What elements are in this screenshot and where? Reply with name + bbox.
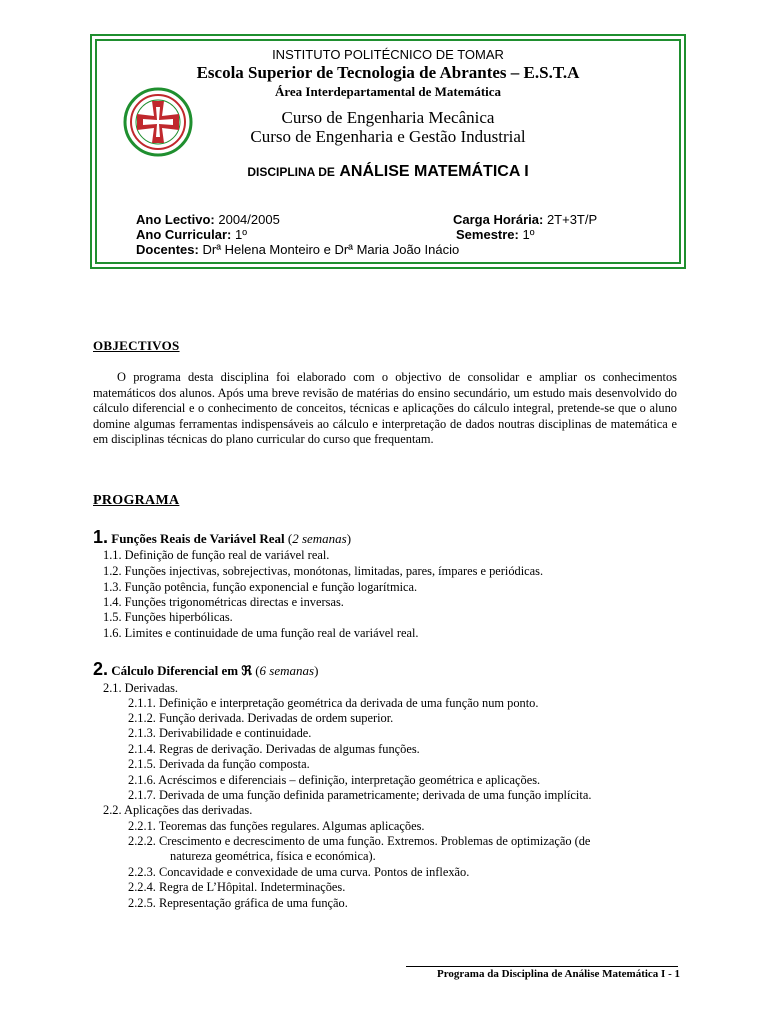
objectivos-paragraph: O programa desta disciplina foi elaborado com o objectivo de consolidar e ampliar os conhecimentos matemáticos dos alunos. Após uma breve revisão de matérias do ensino secundário, um estudo mais desenvolvido do cálculo diferencial e o conhecimento de conceitos, técnicas e aplicações do cálculo integral, pretende-se que o aluno domine algumas ferramentas indispensáveis ao cálculo e interpretação de dados noutras disciplinas de matemática e em disciplinas técnicas do plano curricular do curso que frequentam. [93, 370, 677, 447]
chapter-2-title: Cálculo Diferencial em ℜ [111, 663, 252, 678]
list-item: 1.1. Definição de função real de variável real. [103, 548, 330, 562]
docentes-label: Docentes: [136, 242, 199, 257]
ano-lectivo-value: 2004/2005 [218, 212, 280, 227]
discipline-name: ANÁLISE MATEMÁTICA I [339, 163, 529, 180]
list-item: 2.2.5. Representação gráfica de uma função. [128, 896, 348, 910]
list-item: 2.1.3. Derivabilidade e continuidade. [128, 726, 312, 740]
chapter-1-title: Funções Reais de Variável Real [111, 531, 285, 546]
course-mechanical: Curso de Engenharia Mecânica [281, 108, 495, 127]
docentes-value: Drª Helena Monteiro e Drª Maria João Inácio [202, 242, 460, 257]
discipline-prefix: DISCIPLINA DE [247, 165, 335, 179]
list-item: 1.3. Função potência, função exponencial e função logarítmica. [103, 580, 418, 594]
carga-horaria [453, 212, 597, 227]
list-item: 2.1.6. Acréscimos e diferenciais – definição, interpretação geométrica e aplicações. [128, 773, 541, 787]
list-item: 1.5. Funções hiperbólicas. [103, 610, 233, 624]
list-item: 2.1.1. Definição e interpretação geométrica da derivada de uma função num ponto. [128, 696, 539, 710]
ano-curricular [136, 227, 247, 242]
list-item [128, 834, 678, 864]
objectivos-heading: OBJECTIVOS [93, 338, 180, 353]
ano-curricular-value: 1º [234, 227, 247, 242]
chapter-2-duration: 6 semanas [259, 663, 315, 678]
semestre-value: 1º [522, 227, 535, 242]
header-inner-frame [95, 39, 681, 264]
department-name: Área Interdepartamental de Matemática [274, 84, 502, 99]
institute-name: INSTITUTO POLITÉCNICO DE TOMAR [272, 47, 504, 62]
list-item: 2.2. Aplicações das derivadas. [103, 803, 253, 817]
list-item: 2.2.3. Concavidade e convexidade de uma curva. Pontos de inflexão. [128, 865, 470, 879]
list-item: 2.1.4. Regras de derivação. Derivadas de algumas funções. [128, 742, 420, 756]
chapter-1-number: 1. [93, 527, 109, 547]
list-item: 2.2.1. Teoremas das funções regulares. Algumas aplicações. [128, 819, 425, 833]
list-item: 2.1.5. Derivada da função composta. [128, 757, 310, 771]
chapter-2-heading: 2. Cálculo Diferencial em ℜ (6 semanas) [93, 659, 319, 679]
chapter-1-heading: 1. Funções Reais de Variável Real (2 semanas) [93, 527, 352, 547]
page-footer: Programa da Disciplina de Análise Matemática I - 1 [437, 968, 680, 980]
list-item: 2.2.4. Regra de L’Hôpital. Indeterminações. [128, 880, 346, 894]
list-item-text: 2.2.2. Crescimento e decrescimento de uma função. Extremos. Problemas de optimização (de [128, 834, 591, 848]
school-name: Escola Superior de Tecnologia de Abrantes – E.S.T.A [196, 63, 580, 82]
list-item: 2.1.2. Função derivada. Derivadas de ordem superior. [128, 711, 394, 725]
list-item: 1.2. Funções injectivas, sobrejectivas, monótonas, limitadas, pares, ímpares e periódicas. [103, 564, 544, 578]
course-industrial: Curso de Engenharia e Gestão Industrial [250, 127, 526, 146]
header-frame [90, 34, 686, 269]
semestre-label: Semestre: [456, 227, 519, 242]
ano-lectivo-label: Ano Lectivo: [136, 212, 215, 227]
chapter-1-duration: 2 semanas [292, 531, 347, 546]
semestre [456, 227, 534, 242]
chapter-2-number: 2. [93, 659, 109, 679]
discipline-title [97, 163, 679, 181]
footer-rule [406, 966, 678, 967]
programa-heading: PROGRAMA [93, 493, 180, 508]
ano-curricular-label: Ano Curricular: [136, 227, 232, 242]
list-item: 1.4. Funções trigonométricas directas e inversas. [103, 595, 344, 609]
ano-lectivo [136, 212, 280, 227]
list-item: 2.1. Derivadas. [103, 681, 179, 695]
list-item: 1.6. Limites e continuidade de uma função real de variável real. [103, 626, 419, 640]
list-item: 2.1.7. Derivada de uma função definida parametricamente; derivada de uma função implícita. [128, 788, 592, 802]
carga-horaria-value: 2T+3T/P [546, 212, 598, 227]
docentes [136, 242, 459, 257]
carga-horaria-label: Carga Horária: [453, 212, 544, 227]
list-item-continuation: natureza geométrica, física e económica). [170, 849, 376, 863]
